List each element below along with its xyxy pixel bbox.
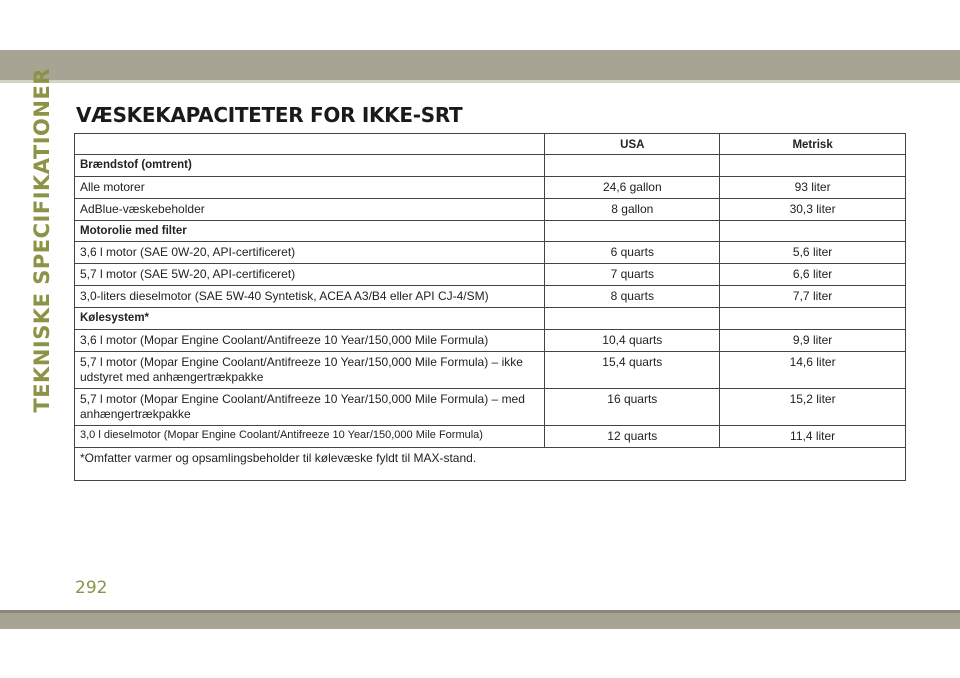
section-side-title-text: TEKNISKE SPECIFIKATIONER	[30, 67, 54, 413]
row-label: 5,7 l motor (Mopar Engine Coolant/Antifreeze 10 Year/150,000 Mile Formula) – med anhængertrækpakke	[75, 388, 545, 425]
row-metric: 93 liter	[720, 176, 906, 198]
table-row	[75, 351, 906, 388]
row-metric: 15,2 liter	[720, 388, 906, 425]
row-label: Kølesystem*	[75, 308, 545, 329]
row-label: Motorolie med filter	[75, 220, 545, 241]
table-row	[75, 425, 906, 447]
table-row	[75, 308, 906, 329]
section-side-title	[25, 67, 59, 413]
row-label: 3,0 l dieselmotor (Mopar Engine Coolant/Antifreeze 10 Year/150,000 Mile Formula)	[75, 425, 545, 447]
row-label: AdBlue-væskebeholder	[75, 198, 545, 220]
row-usa: 16 quarts	[545, 388, 720, 425]
table-row	[75, 155, 906, 176]
header-metric: Metrisk	[720, 134, 906, 155]
fluid-capacity-table	[74, 133, 906, 481]
row-metric	[720, 220, 906, 241]
row-label: Brændstof (omtrent)	[75, 155, 545, 176]
table-row	[75, 264, 906, 286]
table-row	[75, 388, 906, 425]
header-band-line	[0, 80, 960, 83]
table-header-row	[75, 134, 906, 155]
header-band	[0, 50, 960, 80]
row-metric: 6,6 liter	[720, 264, 906, 286]
table-row	[75, 176, 906, 198]
row-label: 5,7 l motor (SAE 5W-20, API-certificeret)	[75, 264, 545, 286]
row-label: 3,6 l motor (SAE 0W-20, API-certificeret)	[75, 242, 545, 264]
row-label: Alle motorer	[75, 176, 545, 198]
row-metric: 14,6 liter	[720, 351, 906, 388]
row-usa: 8 quarts	[545, 286, 720, 308]
page-number: 292	[75, 578, 108, 598]
row-metric: 9,9 liter	[720, 329, 906, 351]
table-footnote: *Omfatter varmer og opsamlingsbeholder til kølevæske fyldt til MAX-stand.	[75, 447, 906, 480]
table-footnote-row	[75, 447, 906, 480]
row-metric: 7,7 liter	[720, 286, 906, 308]
footer-band	[0, 613, 960, 629]
row-usa: 7 quarts	[545, 264, 720, 286]
row-metric	[720, 155, 906, 176]
row-metric	[720, 308, 906, 329]
row-label: 3,6 l motor (Mopar Engine Coolant/Antifreeze 10 Year/150,000 Mile Formula)	[75, 329, 545, 351]
table-row	[75, 329, 906, 351]
row-label: 3,0-liters dieselmotor (SAE 5W-40 Syntetisk, ACEA A3/B4 eller API CJ-4/SM)	[75, 286, 545, 308]
row-usa: 8 gallon	[545, 198, 720, 220]
header-usa: USA	[545, 134, 720, 155]
row-metric: 5,6 liter	[720, 242, 906, 264]
row-label: 5,7 l motor (Mopar Engine Coolant/Antifreeze 10 Year/150,000 Mile Formula) – ikke udstyret med anhængertrækpakke	[75, 351, 545, 388]
table-row	[75, 220, 906, 241]
row-usa: 24,6 gallon	[545, 176, 720, 198]
row-usa	[545, 220, 720, 241]
table-row	[75, 198, 906, 220]
header-blank-cell	[75, 134, 545, 155]
row-usa	[545, 155, 720, 176]
row-usa: 10,4 quarts	[545, 329, 720, 351]
row-metric: 30,3 liter	[720, 198, 906, 220]
table-row	[75, 286, 906, 308]
row-metric: 11,4 liter	[720, 425, 906, 447]
row-usa: 15,4 quarts	[545, 351, 720, 388]
table-row	[75, 242, 906, 264]
row-usa: 12 quarts	[545, 425, 720, 447]
page-title: VÆSKEKAPACITETER FOR IKKE-SRT	[76, 103, 463, 127]
table-body	[75, 155, 906, 480]
row-usa: 6 quarts	[545, 242, 720, 264]
row-usa	[545, 308, 720, 329]
